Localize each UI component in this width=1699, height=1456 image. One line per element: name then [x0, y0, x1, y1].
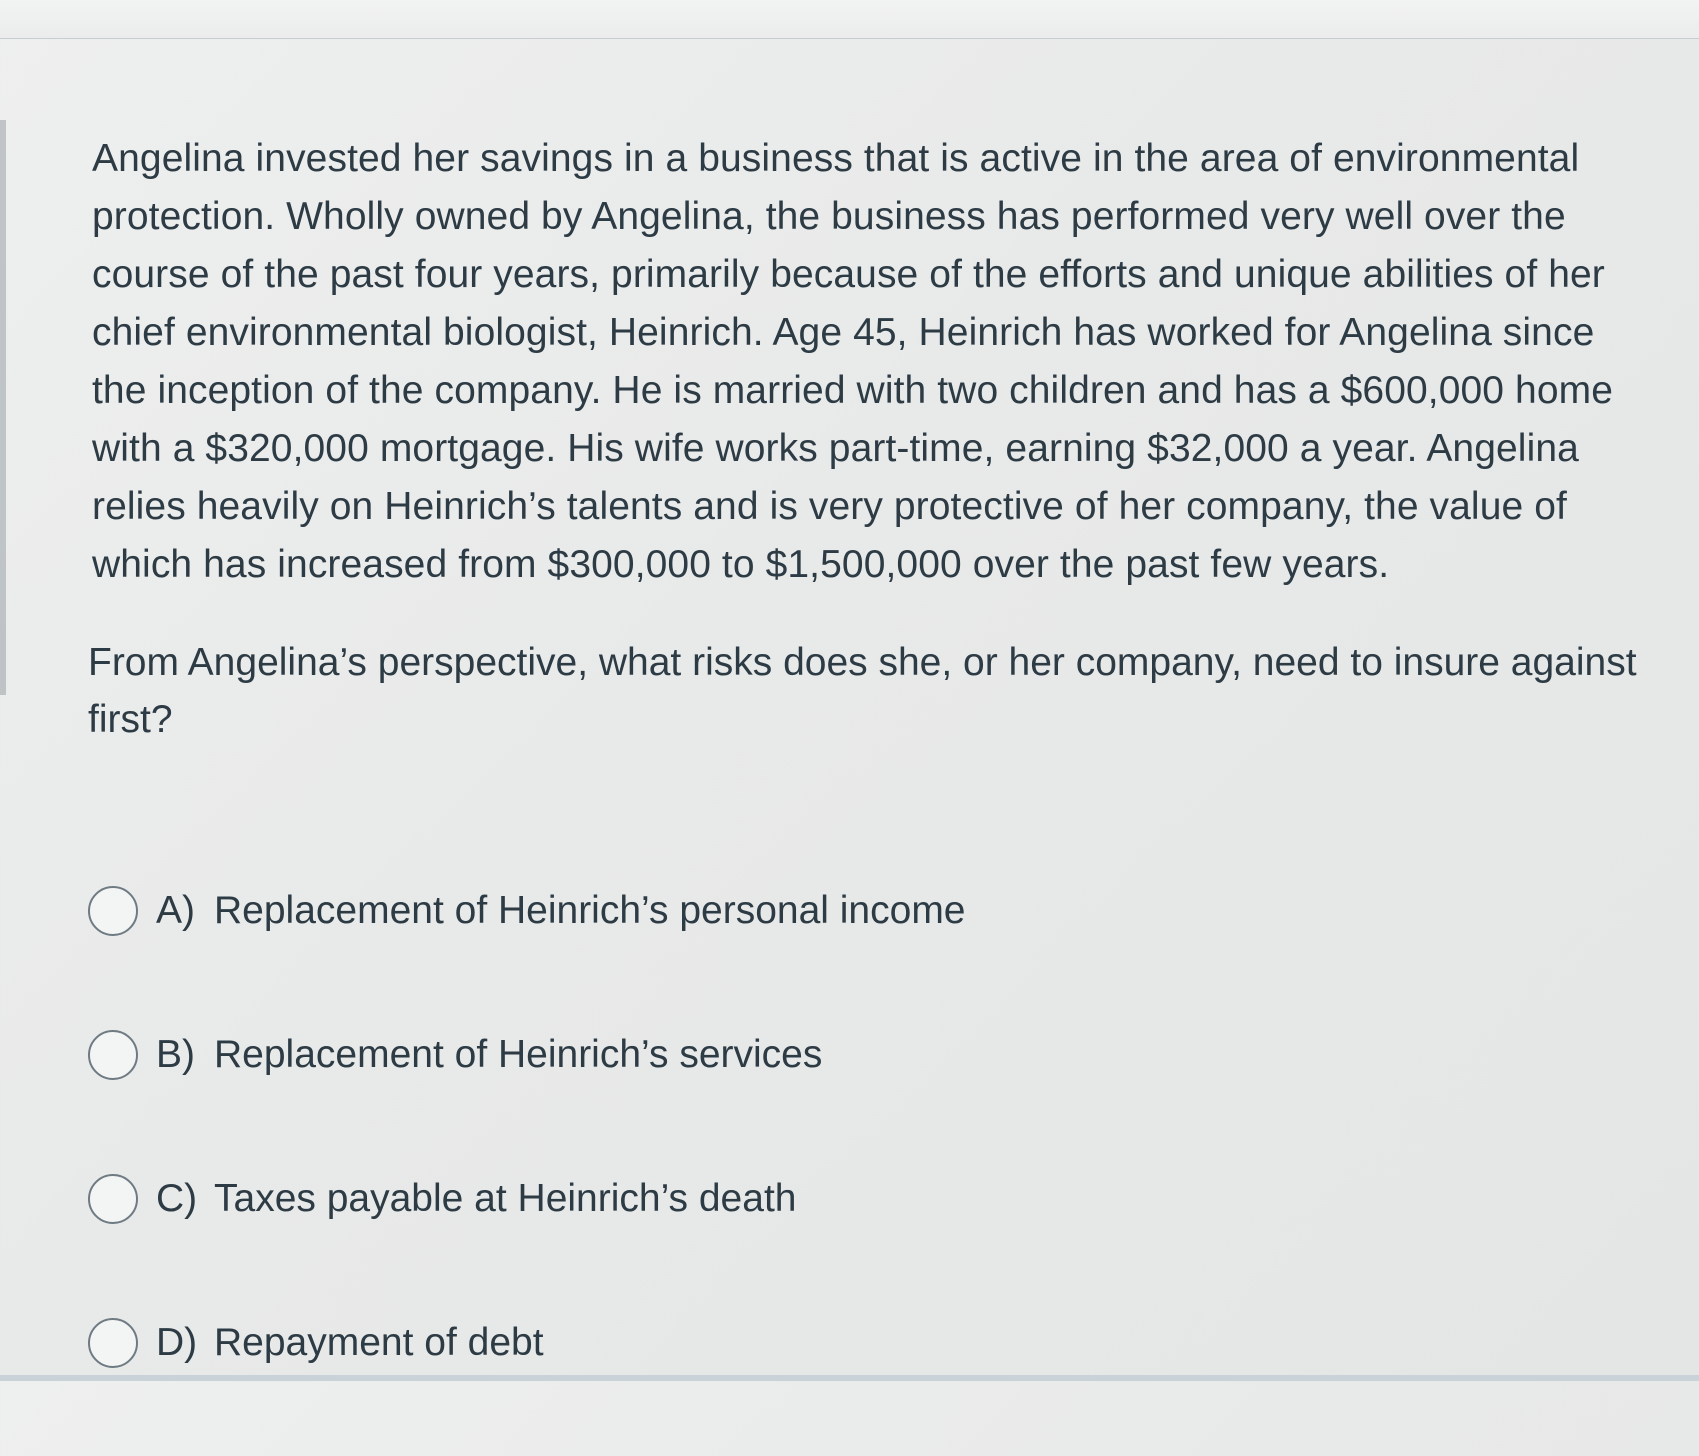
- answer-option-b[interactable]: [88, 1024, 1488, 1086]
- radio-button-d[interactable]: [88, 1318, 138, 1368]
- answer-letter-b: B): [156, 1033, 195, 1076]
- answer-option-a[interactable]: [88, 880, 1488, 942]
- answer-letter-a: A): [156, 889, 195, 932]
- radio-button-b[interactable]: [88, 1030, 138, 1080]
- page-bottom-edge: [0, 1375, 1699, 1381]
- answer-text-d: Repayment of debt: [214, 1321, 544, 1364]
- question-block: [88, 130, 1652, 748]
- answer-list: [88, 880, 1488, 1456]
- question-prompt: From Angelina’s perspective, what risks does she, or her company, need to insure against first?: [88, 641, 1637, 741]
- answer-text-a: Replacement of Heinrich’s personal income: [214, 889, 966, 932]
- answer-text-b: Replacement of Heinrich’s services: [214, 1033, 823, 1076]
- question-stem: Angelina invested her savings in a business that is active in the area of environmental protection. Wholly owned by Angelina, the business has performed very well over the course of the past four years, primarily because of the efforts and unique abilities of her chief environmental biologist, Heinrich. Age 45, Heinrich has worked for Angelina since the inception of the company. He is married with two children and has a $600,000 home with a $320,000 mortgage. His wife works part-time, earning $32,000 a year. Angelina relies heavily on Heinrich’s talents and is very protective of her company, the value of which has increased from $300,000 to $1,500,000 over the past few years.: [92, 137, 1613, 586]
- answer-text-c: Taxes payable at Heinrich’s death: [214, 1177, 797, 1220]
- answer-option-c[interactable]: [88, 1168, 1488, 1230]
- left-edge-bar: [0, 120, 6, 695]
- answer-option-d[interactable]: [88, 1312, 1488, 1374]
- page-top-rule: [0, 0, 1699, 39]
- answer-letter-c: C): [156, 1177, 198, 1220]
- radio-button-c[interactable]: [88, 1174, 138, 1224]
- answer-letter-d: D): [156, 1321, 198, 1364]
- radio-button-a[interactable]: [88, 886, 138, 936]
